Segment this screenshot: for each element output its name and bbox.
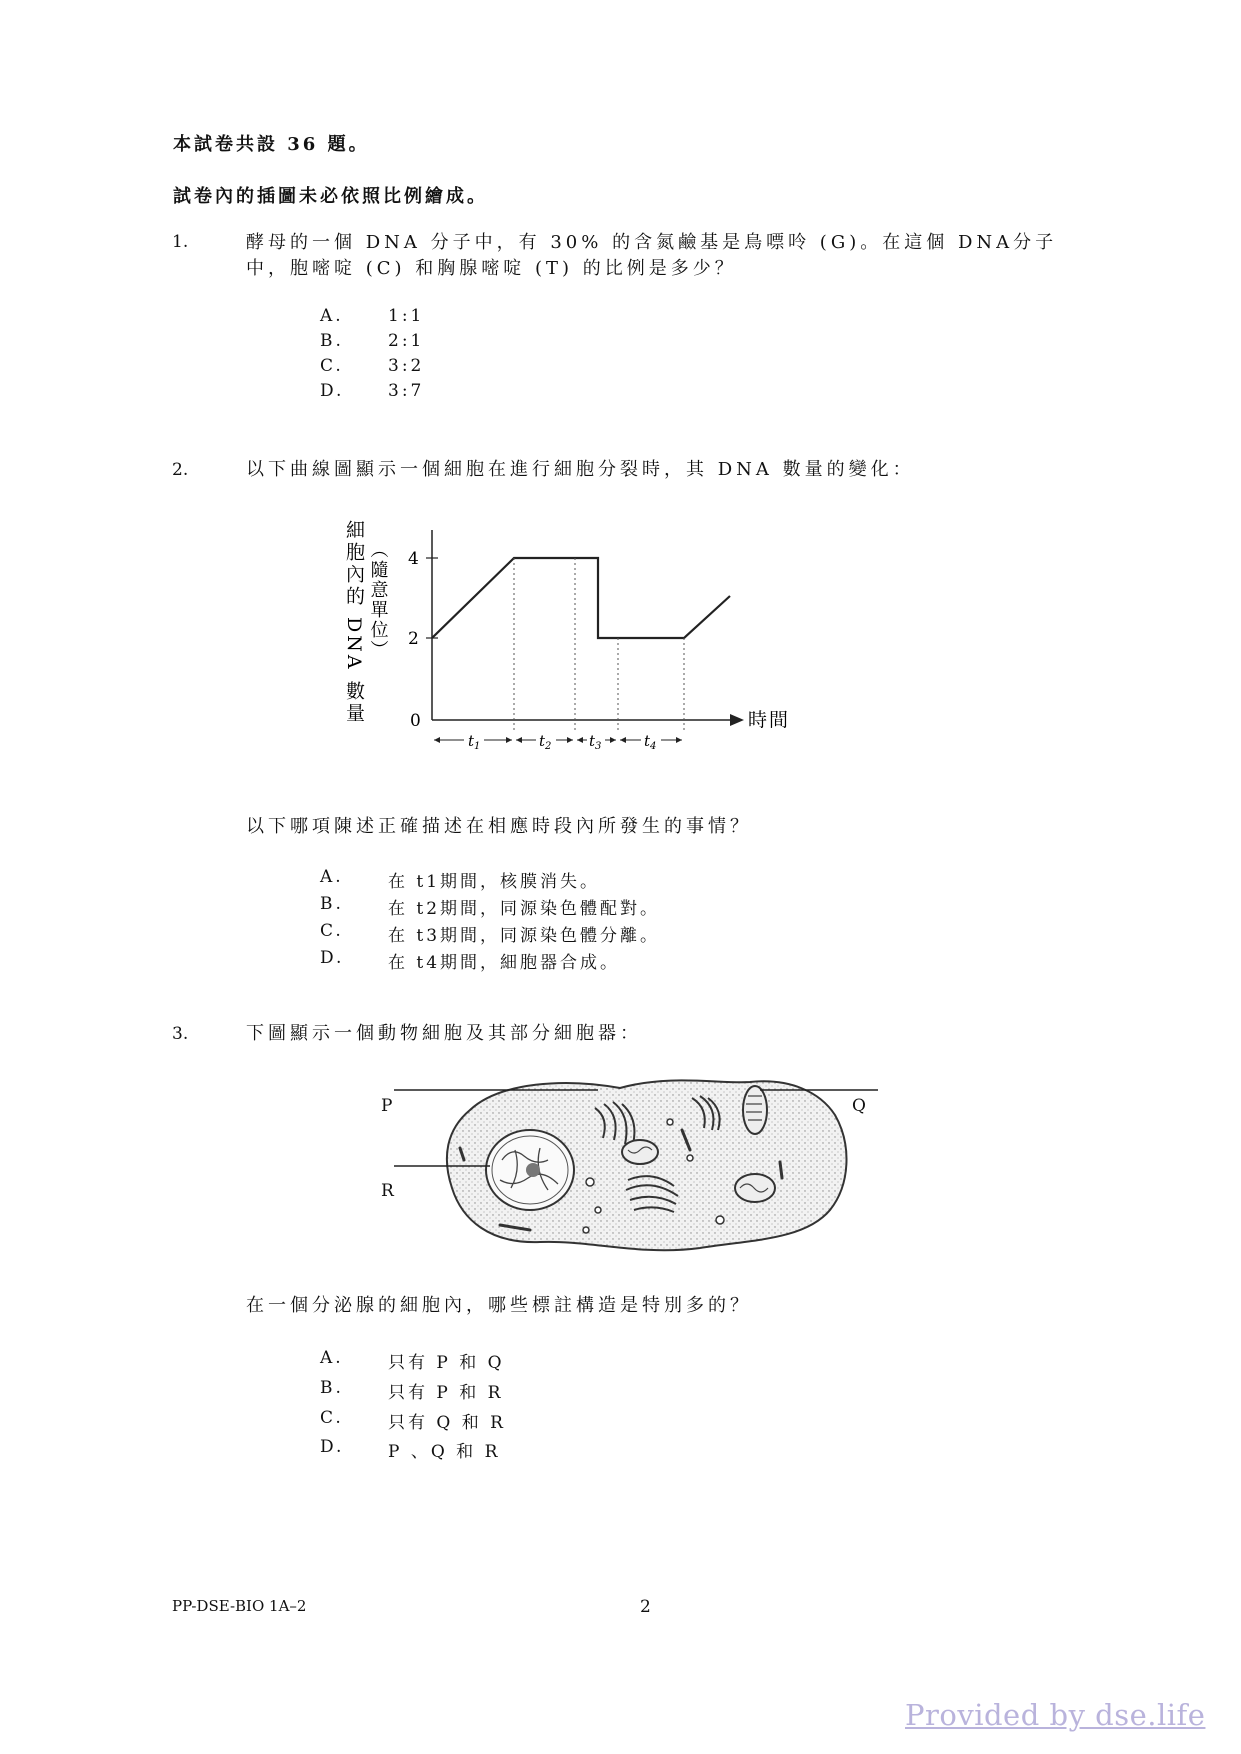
nucleus bbox=[486, 1130, 574, 1210]
t3-label: $t_3$ bbox=[589, 732, 602, 752]
t1-label: $t_1$ bbox=[468, 732, 481, 752]
option-text: 1:1 bbox=[388, 306, 425, 326]
q1-stem-line1: 酵母的一個 DNA 分子中，有 30% 的含氮鹼基是鳥嘌呤 (G)。在這個 DNA分子 bbox=[246, 232, 1058, 253]
ytick-label-0: 0 bbox=[410, 711, 421, 731]
option-label: A. bbox=[320, 306, 344, 326]
q3-number: 3. bbox=[172, 1024, 189, 1044]
t2-label: $t_2$ bbox=[539, 732, 552, 752]
option-text: 在 t3期間，同源染色體分離。 bbox=[388, 926, 661, 946]
q1-number: 1. bbox=[172, 232, 189, 252]
dna-content-graph bbox=[330, 500, 830, 770]
diagram-scale-note: 試卷內的插圖未必依照比例繪成。 bbox=[173, 186, 488, 207]
option-label: B. bbox=[320, 1378, 344, 1398]
dna-curve bbox=[432, 558, 730, 638]
paper-info-line: 本試卷共設 36 題。 bbox=[173, 134, 370, 155]
option-text: 在 t2期間，同源染色體配對。 bbox=[388, 899, 661, 919]
q2-stem: 以下曲線圖顯示一個細胞在進行細胞分裂時，其 DNA 數量的變化： bbox=[246, 459, 915, 480]
option-label: C. bbox=[320, 1408, 344, 1428]
mitochondrion-2 bbox=[735, 1174, 775, 1202]
x-axis-arrow bbox=[730, 714, 744, 726]
option-label: D. bbox=[320, 381, 345, 401]
option-text: 2:1 bbox=[388, 331, 425, 351]
label-p: P bbox=[381, 1096, 393, 1116]
option-text: 在 t4期間，細胞器合成。 bbox=[388, 953, 621, 973]
q2-question: 以下哪項陳述正確描述在相應時段內所發生的事情？ bbox=[246, 816, 752, 837]
mitochondrion-q bbox=[743, 1086, 767, 1134]
q3-stem: 下圖顯示一個動物細胞及其部分細胞器： bbox=[246, 1023, 642, 1044]
option-text: 只有 Q 和 R bbox=[388, 1413, 506, 1433]
option-label: A. bbox=[320, 867, 344, 887]
graph-ylabel-unit: （隨意單位） bbox=[367, 540, 389, 660]
label-q: Q bbox=[852, 1096, 866, 1116]
option-text: 在 t1期間，核膜消失。 bbox=[388, 872, 601, 892]
q1-stem-line2: 中，胞嘧啶 (C) 和胸腺嘧啶 (T) 的比例是多少？ bbox=[246, 258, 737, 279]
q3-question: 在一個分泌腺的細胞內，哪些標註構造是特別多的？ bbox=[246, 1295, 752, 1316]
option-text: 3:2 bbox=[388, 356, 425, 376]
q2-number: 2. bbox=[172, 460, 189, 480]
ytick-label-2: 2 bbox=[408, 629, 419, 649]
ytick-label-4: 4 bbox=[408, 549, 419, 569]
option-label: C. bbox=[320, 356, 344, 376]
option-text: 3:7 bbox=[388, 381, 425, 401]
page-number: 2 bbox=[640, 1597, 651, 1617]
option-label: D. bbox=[320, 1437, 345, 1457]
option-text: P 、Q 和 R bbox=[388, 1442, 501, 1462]
option-text: 只有 P 和 R bbox=[388, 1383, 504, 1403]
option-label: C. bbox=[320, 921, 344, 941]
option-text: 只有 P 和 Q bbox=[388, 1353, 505, 1373]
option-label: B. bbox=[320, 331, 344, 351]
option-label: A. bbox=[320, 1348, 344, 1368]
graph-xlabel: 時間 bbox=[748, 709, 791, 731]
label-r: R bbox=[381, 1181, 394, 1201]
t4-label: $t_4$ bbox=[644, 732, 657, 752]
animal-cell-diagram bbox=[390, 1070, 880, 1270]
option-label: B. bbox=[320, 894, 344, 914]
paper-code: PP-DSE-BIO 1A–2 bbox=[172, 1597, 307, 1615]
mitochondrion bbox=[622, 1140, 658, 1164]
source-watermark-link[interactable]: Provided by dse.life bbox=[905, 1698, 1206, 1732]
graph-ylabel: 細胞內的 DNA 數量 bbox=[343, 520, 365, 725]
option-label: D. bbox=[320, 948, 345, 968]
